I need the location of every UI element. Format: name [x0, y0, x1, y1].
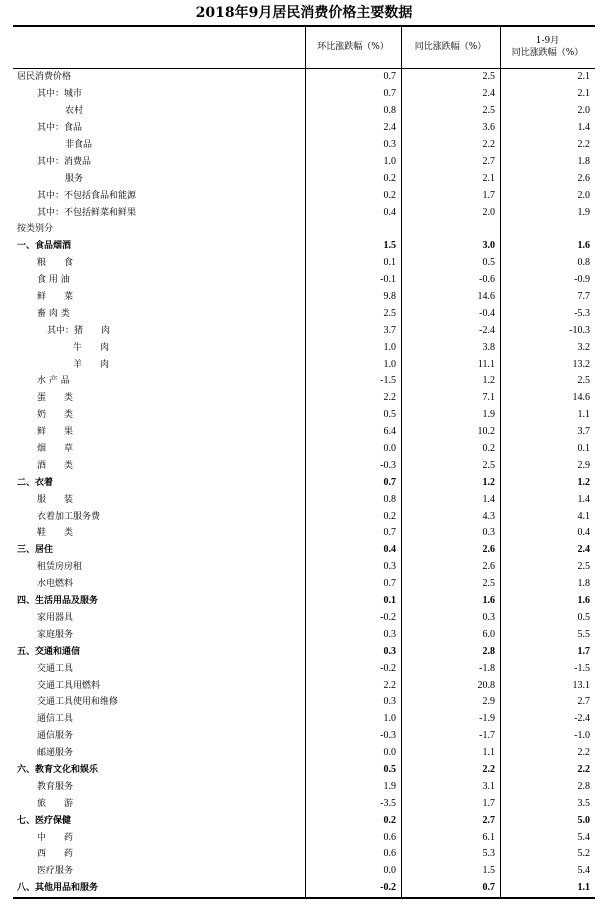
row-value-ytd: 2.9	[577, 459, 590, 471]
row-label: 中 药	[37, 832, 74, 843]
row-label: 其中：城市	[37, 89, 83, 100]
row-value-mom: 1.0	[383, 341, 396, 353]
row-label: 水 产 品	[37, 376, 70, 387]
row-value-mom: 2.2	[383, 392, 396, 404]
row-value-ytd: 2.8	[577, 780, 590, 792]
table-row	[13, 390, 595, 407]
row-value-ytd: 1.9	[577, 206, 590, 218]
row-label: 其中：猪 肉	[47, 325, 111, 336]
table-row	[13, 542, 595, 559]
header-ytd	[500, 25, 595, 68]
row-value-mom: 1.0	[383, 358, 396, 370]
row-value-mom	[305, 221, 401, 238]
row-value-mom: 0.0	[383, 443, 396, 455]
row-value-mom: 0.5	[383, 409, 396, 421]
row-value-mom: 0.0	[383, 865, 396, 877]
table-row	[13, 795, 595, 812]
row-value-ytd: 2.2	[577, 747, 590, 759]
table-row	[13, 322, 595, 339]
row-value-ytd: -2.4	[574, 713, 590, 725]
row-value-yoy: 3.6	[482, 122, 495, 134]
row-label: 奶 类	[37, 410, 74, 421]
row-value-mom: 0.7	[383, 527, 396, 539]
row-label: 蛋 类	[37, 393, 74, 404]
row-value-mom: 1.0	[383, 713, 396, 725]
row-value-mom: 0.2	[383, 510, 396, 522]
header-yoy: 同比涨跌幅（%）	[414, 41, 487, 52]
row-value-yoy: -2.4	[479, 324, 495, 336]
row-value-mom: 1.0	[383, 155, 396, 167]
row-label: 服 装	[37, 494, 74, 505]
row-value-mom: 6.4	[383, 426, 396, 438]
row-label: 租赁房房租	[37, 562, 83, 573]
row-value-ytd: 1.6	[577, 595, 590, 607]
row-value-ytd: 3.7	[577, 426, 590, 438]
row-label: 非食品	[65, 140, 93, 150]
table-row	[13, 610, 595, 627]
row-value-ytd: 1.2	[577, 476, 590, 488]
row-value-yoy: 1.2	[482, 476, 495, 488]
row-value-mom: 0.7	[383, 88, 396, 100]
row-value-yoy: 2.1	[482, 172, 495, 184]
row-value-mom: 0.3	[383, 139, 396, 150]
row-label: 其中：不包括鲜菜和鲜果	[37, 207, 137, 218]
row-value-mom: 0.7	[383, 578, 396, 590]
row-value-ytd: 1.7	[577, 645, 590, 657]
table-row	[13, 69, 595, 86]
row-value-yoy: 1.2	[482, 375, 495, 387]
row-value-ytd: 3.2	[577, 341, 590, 353]
table-row	[13, 137, 595, 154]
table-row	[13, 272, 595, 289]
row-value-ytd: 1.1	[577, 409, 590, 421]
row-label: 羊 肉	[73, 359, 110, 370]
row-label: 服务	[65, 173, 84, 184]
row-value-yoy: 0.7	[482, 882, 495, 894]
row-label: 交通工具使用和维修	[37, 697, 119, 708]
row-label: 家庭服务	[37, 629, 74, 640]
row-value-yoy: 6.0	[482, 628, 495, 640]
row-value-ytd: 3.5	[577, 797, 590, 809]
row-value-mom: 0.7	[383, 476, 396, 488]
table-header	[13, 25, 595, 68]
row-value-yoy: 6.1	[482, 831, 495, 843]
row-value-yoy: 3.8	[482, 341, 495, 353]
row-value-ytd: 1.1	[577, 882, 590, 894]
row-value-ytd: 1.4	[577, 122, 590, 134]
row-value-ytd: 1.6	[577, 240, 590, 252]
row-label: 鲜 果	[37, 427, 74, 438]
row-value-ytd: 5.2	[577, 848, 590, 860]
row-value-mom: 9.8	[383, 291, 396, 303]
row-value-ytd: 2.0	[577, 105, 590, 117]
table-row	[13, 829, 595, 846]
row-value-ytd: 0.4	[577, 527, 590, 539]
row-value-yoy: 1.5	[482, 865, 495, 877]
table-row	[13, 778, 595, 795]
table-row	[13, 255, 595, 272]
table-row	[13, 204, 595, 221]
row-value-ytd: -1.5	[574, 662, 590, 674]
row-label: 其中：消费品	[37, 156, 92, 167]
row-label: 食 用 油	[37, 275, 70, 286]
table-row	[13, 221, 595, 238]
row-label: 按类别分	[17, 224, 54, 235]
row-label: 一、食品烟酒	[17, 241, 72, 252]
row-value-yoy: 2.5	[482, 578, 495, 590]
row-value-ytd: 2.7	[577, 696, 590, 708]
row-value-ytd: 5.4	[577, 831, 590, 843]
row-value-yoy: 5.3	[482, 848, 495, 860]
row-value-mom: 2.4	[383, 122, 396, 134]
row-value-ytd: 2.1	[577, 71, 590, 83]
table-row	[13, 153, 595, 170]
table-row	[13, 643, 595, 660]
table-row	[13, 120, 595, 137]
row-value-yoy: 2.7	[482, 155, 495, 167]
table-row	[13, 762, 595, 779]
row-value-yoy: 2.0	[482, 206, 495, 218]
table-row	[13, 525, 595, 542]
table-row	[13, 508, 595, 525]
row-value-yoy: 1.7	[482, 189, 495, 201]
row-value-yoy: 11.1	[477, 358, 495, 370]
row-value-mom: -0.3	[380, 459, 396, 471]
row-label: 农村	[65, 106, 84, 117]
row-value-ytd: 1.4	[577, 493, 590, 505]
row-value-yoy: 0.5	[482, 257, 495, 269]
row-value-ytd: 13.1	[572, 679, 590, 691]
row-label: 通信服务	[37, 731, 74, 742]
row-label: 衣着加工服务费	[37, 511, 101, 522]
row-value-ytd: 2.1	[577, 88, 590, 100]
row-value-mom: 2.2	[383, 679, 396, 691]
row-value-ytd: -0.9	[574, 274, 590, 286]
row-value-yoy: 20.8	[477, 679, 495, 691]
row-value-yoy: 0.2	[482, 443, 495, 455]
row-value-ytd: 1.8	[577, 578, 590, 590]
row-value-yoy: 2.9	[482, 696, 495, 708]
row-label: 牛 肉	[73, 342, 110, 353]
row-label: 八、其他用品和服务	[17, 883, 99, 894]
table-row	[13, 407, 595, 424]
row-label: 五、交通和通信	[17, 646, 81, 657]
table-row	[13, 457, 595, 474]
row-value-ytd: -1.0	[574, 730, 590, 742]
row-value-ytd: 0.5	[577, 611, 590, 623]
table-row	[13, 474, 595, 491]
row-value-mom: 0.6	[383, 848, 396, 860]
table-row	[13, 289, 595, 306]
table-row	[13, 626, 595, 643]
row-value-mom: -0.2	[380, 611, 396, 623]
page-title: 2018年9月居民消费价格主要数据	[195, 5, 413, 21]
row-value-yoy: 2.7	[482, 814, 495, 826]
row-value-mom: 0.0	[383, 747, 396, 759]
row-label: 教育服务	[37, 781, 74, 792]
row-label: 家用器具	[37, 612, 74, 623]
row-value-ytd: -10.3	[569, 324, 590, 336]
table-row	[13, 441, 595, 458]
row-value-yoy: -1.8	[479, 662, 495, 674]
table-row	[13, 812, 595, 829]
row-value-yoy: 1.6	[482, 595, 495, 607]
row-value-ytd: 2.4	[577, 544, 590, 556]
row-value-mom: 0.5	[383, 763, 396, 775]
row-label: 通信工具	[37, 714, 74, 725]
table-row	[13, 103, 595, 120]
table-row	[13, 576, 595, 593]
row-value-mom: -0.1	[380, 274, 396, 286]
row-value-yoy: 4.3	[482, 510, 495, 522]
table-row	[13, 356, 595, 373]
table-row	[13, 238, 595, 255]
row-label: 交通工具用燃料	[37, 680, 101, 691]
row-value-mom: 3.7	[383, 324, 396, 336]
row-label: 医疗服务	[37, 866, 74, 877]
row-value-yoy: 1.7	[482, 797, 495, 809]
table-row	[13, 694, 595, 711]
cpi-data-table	[13, 69, 595, 897]
table-row	[13, 880, 595, 897]
row-value-yoy: 2.5	[482, 105, 495, 117]
row-label: 鞋 类	[37, 528, 74, 539]
row-value-mom: 0.3	[383, 628, 396, 640]
row-label: 畜 肉 类	[37, 308, 70, 319]
row-value-ytd: 7.7	[577, 291, 590, 303]
row-value-mom: -1.5	[380, 375, 396, 387]
row-label: 六、教育文化和娱乐	[17, 764, 99, 775]
row-value-mom: 0.1	[383, 595, 396, 607]
row-value-mom: 0.3	[383, 645, 396, 657]
row-label: 烟 草	[37, 444, 74, 455]
row-value-ytd: 2.6	[577, 172, 590, 184]
row-label: 其中：不包括食品和能源	[37, 190, 137, 201]
row-value-yoy: -0.4	[479, 307, 495, 319]
row-value-mom: 1.9	[383, 780, 396, 792]
row-label: 酒 类	[37, 460, 74, 471]
row-value-yoy: 2.5	[482, 459, 495, 471]
table-row	[13, 660, 595, 677]
row-value-yoy: 2.6	[482, 561, 495, 573]
table-row	[13, 559, 595, 576]
row-value-mom: 0.3	[383, 561, 396, 573]
row-label: 鲜 菜	[37, 292, 74, 303]
row-value-mom: -3.5	[380, 797, 396, 809]
row-value-mom: -0.2	[380, 662, 396, 674]
row-value-yoy: 7.1	[482, 392, 495, 404]
row-label: 其中：食品	[37, 123, 83, 134]
row-value-ytd: 0.8	[577, 257, 590, 269]
table-row	[13, 863, 595, 880]
row-value-ytd: 2.5	[577, 375, 590, 387]
row-value-yoy: 2.2	[482, 763, 495, 775]
row-value-mom: 0.7	[383, 71, 396, 83]
row-label: 居民消费价格	[17, 72, 72, 83]
row-value-mom: -0.2	[380, 882, 396, 894]
row-label: 三、居住	[17, 545, 54, 556]
table-row	[13, 373, 595, 390]
row-value-ytd: 5.0	[577, 814, 590, 826]
row-value-ytd: 5.4	[577, 865, 590, 877]
row-value-mom: 0.3	[383, 696, 396, 708]
row-value-ytd: -5.3	[574, 307, 590, 319]
table-row	[13, 728, 595, 745]
row-value-yoy: 1.4	[482, 493, 495, 505]
row-value-yoy: 3.0	[482, 240, 495, 252]
row-value-yoy: 10.2	[477, 426, 495, 438]
row-label: 交通工具	[37, 663, 74, 674]
header-ytd-period: 1-9月	[535, 35, 560, 46]
row-value-ytd: 14.6	[572, 392, 590, 404]
table-row	[13, 677, 595, 694]
table-row	[13, 593, 595, 610]
row-value-yoy: 1.1	[482, 747, 495, 759]
row-value-ytd: 0.1	[577, 443, 590, 455]
row-value-ytd: 13.2	[572, 358, 590, 370]
table-row	[13, 491, 595, 508]
row-value-yoy: 2.5	[482, 71, 495, 83]
row-label: 水电燃料	[37, 579, 74, 590]
table-row	[13, 846, 595, 863]
row-value-ytd	[500, 221, 595, 238]
table-row	[13, 711, 595, 728]
header-ytd-label: 同比涨跌幅（%）	[511, 47, 584, 58]
row-value-ytd: 2.5	[577, 561, 590, 573]
row-value-mom: -0.3	[380, 730, 396, 742]
row-value-mom: 0.8	[383, 493, 396, 505]
row-value-mom: 0.2	[383, 172, 396, 184]
table-bottom-rule	[13, 897, 595, 899]
row-value-mom: 0.1	[383, 257, 396, 269]
row-value-yoy: 2.2	[482, 139, 495, 150]
row-value-yoy: 2.4	[482, 88, 495, 100]
row-label: 七、医疗保健	[17, 815, 72, 826]
row-label: 四、生活用品及服务	[17, 596, 99, 607]
table-row	[13, 170, 595, 187]
row-value-yoy: 2.6	[482, 544, 495, 556]
row-value-ytd: 1.8	[577, 155, 590, 167]
row-value-yoy: 14.6	[477, 291, 495, 303]
row-value-yoy: 1.9	[482, 409, 495, 421]
row-value-yoy	[401, 221, 500, 238]
row-value-ytd: 4.1	[577, 510, 590, 522]
table-row	[13, 339, 595, 356]
row-label: 旅 游	[37, 798, 74, 809]
table-row	[13, 86, 595, 103]
row-value-yoy: -0.6	[479, 274, 495, 286]
row-value-mom: 0.8	[383, 105, 396, 117]
row-label: 二、衣着	[17, 477, 54, 488]
row-value-ytd: 2.2	[577, 763, 590, 775]
table-row	[13, 424, 595, 441]
row-value-ytd: 2.2	[577, 139, 590, 150]
row-value-mom: 0.4	[383, 544, 396, 556]
row-value-ytd: 2.0	[577, 189, 590, 201]
row-label: 西 药	[37, 849, 74, 860]
row-value-mom: 0.2	[383, 814, 396, 826]
row-value-yoy: 0.3	[482, 611, 495, 623]
header-mom: 环比涨跌幅（%）	[317, 41, 389, 52]
row-value-yoy: 3.1	[482, 780, 495, 792]
row-value-mom: 0.4	[383, 206, 396, 218]
row-value-mom: 1.5	[383, 240, 396, 252]
row-label: 邮递服务	[37, 748, 74, 759]
row-value-yoy: 0.3	[482, 527, 495, 539]
row-value-yoy: -1.9	[479, 713, 495, 725]
row-value-ytd: 5.5	[577, 628, 590, 640]
row-label: 粮 食	[37, 258, 74, 269]
row-value-yoy: 2.8	[482, 645, 495, 657]
row-value-mom: 0.6	[383, 831, 396, 843]
table-row	[13, 305, 595, 322]
table-row	[13, 187, 595, 204]
row-value-mom: 0.2	[383, 189, 396, 201]
row-value-yoy: -1.7	[479, 730, 495, 742]
table-row	[13, 745, 595, 762]
row-value-mom: 2.5	[383, 307, 396, 319]
